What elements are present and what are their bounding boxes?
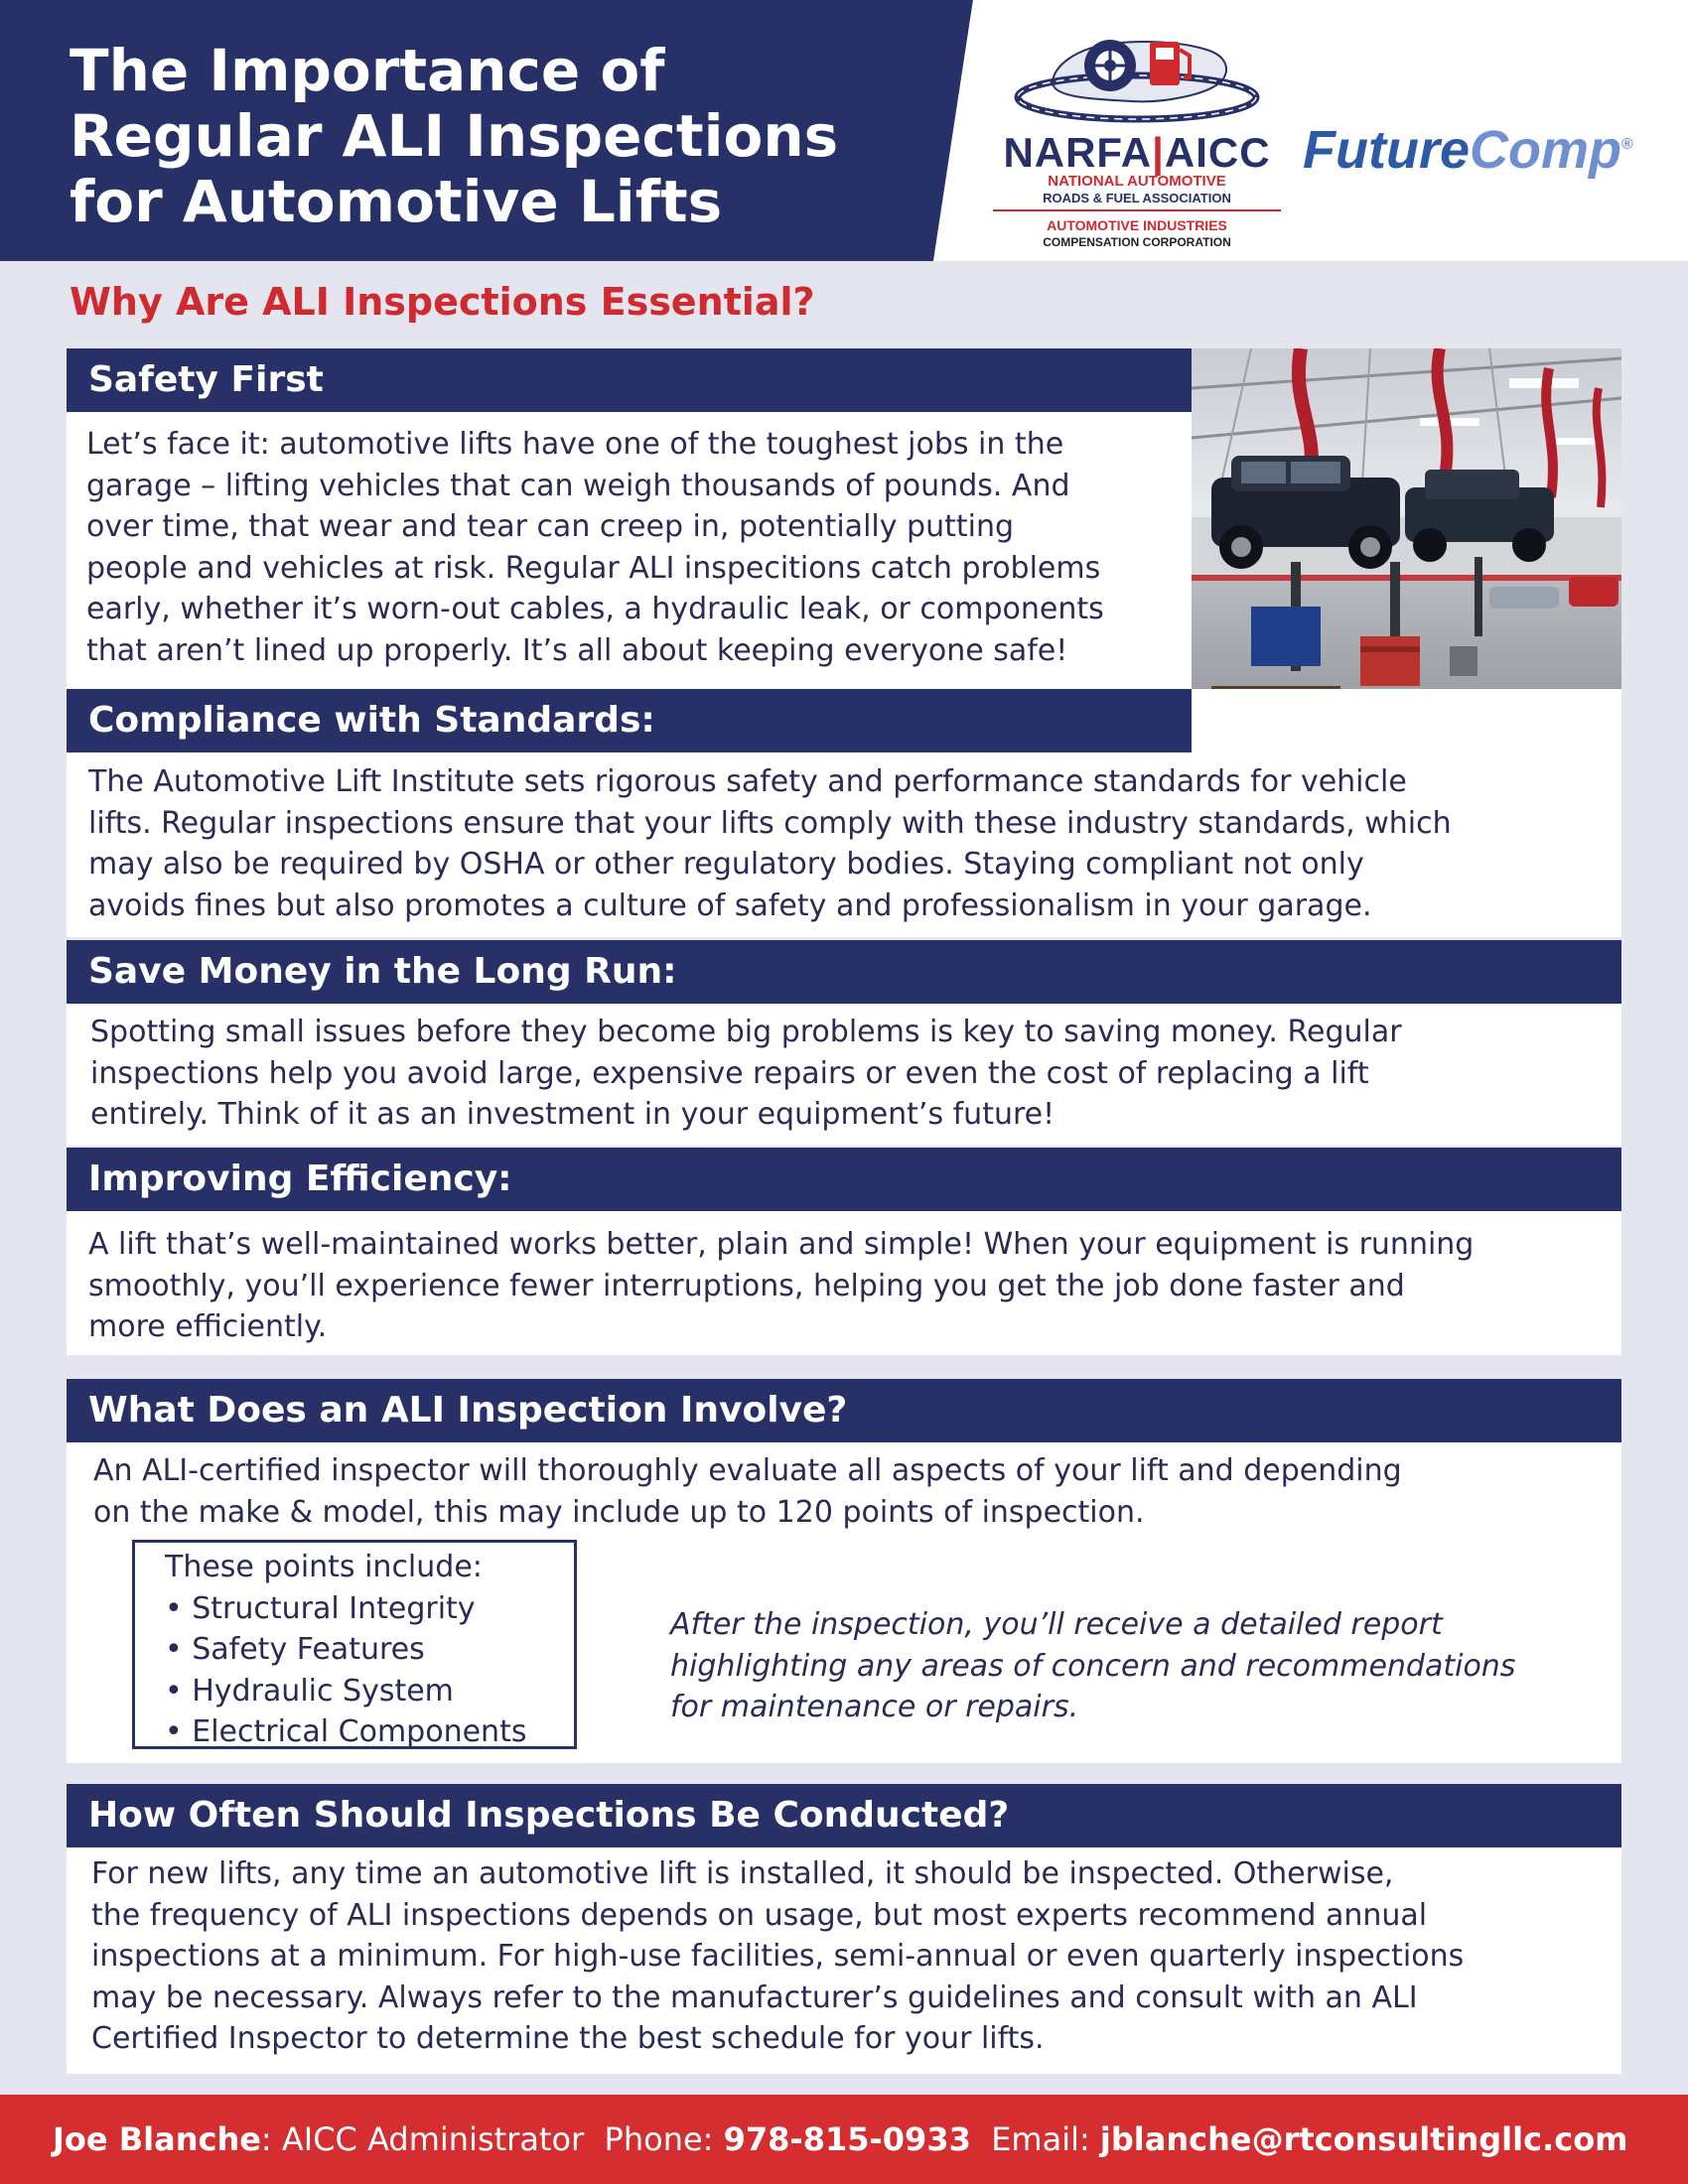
inspection-points-list <box>165 1588 526 1753</box>
futurecomp-logo: FutureComp® <box>1303 120 1633 180</box>
title-line: for Automotive Lifts <box>70 168 723 235</box>
contact-name: Joe Blanche <box>53 2120 261 2158</box>
email-link[interactable]: jblanche@rtconsultingllc.com <box>1099 2120 1628 2158</box>
after-inspection-note: After the inspection, you’ll receive a detailed report highlighting any areas of concern and recommendations for maintenance or repairs. <box>670 1607 1516 1724</box>
list-item: • Structural Integrity <box>165 1588 526 1630</box>
list-item: • Safety Features <box>165 1629 526 1671</box>
efficiency-text: A lift that’s well-maintained works better, plain and simple! When your equipment is running smoothly, you’ll experience fewer interruptions, helping you get the job done faster and more efficiently. <box>88 1227 1475 1344</box>
involve-heading: What Does an ALI Inspection Involve? <box>67 1379 1621 1442</box>
title-line: Regular ALI Inspections <box>70 102 839 170</box>
frequency-text: For new lifts, any time an automotive lift is installed, it should be inspected. Otherwise, the frequency of ALI inspections depends on usage, but most experts recommend annual inspections at a minimum. For high-use facilities, semi-annual or even quarterly inspections may be necessary. Always refer to the manufacturer’s guidelines and consult with an ALI Certified Inspector to determine the best schedule for your lifts. <box>91 1856 1465 2056</box>
narfa-emblem-icon <box>983 26 1291 129</box>
phone-label: Phone: <box>604 2120 714 2158</box>
money-heading: Save Money in the Long Run: <box>67 940 1621 1004</box>
list-item: • Electrical Components <box>165 1711 526 1753</box>
email-label: Email: <box>991 2120 1090 2158</box>
narfa-aicc-logo <box>983 26 1291 254</box>
page-title <box>70 38 923 234</box>
safety-heading: Safety First <box>67 348 1192 412</box>
involve-text: An ALI-certified inspector will thoroughly evaluate all aspects of your lift and depending on the make & model, this may include up to 120 points of inspection. <box>93 1453 1402 1530</box>
narfa-tagline-1: NATIONAL AUTOMOTIVE <box>1048 173 1226 190</box>
frequency-heading: How Often Should Inspections Be Conducted? <box>67 1784 1621 1847</box>
logo-divider <box>993 209 1281 211</box>
narfa-tagline-2: ROADS & FUEL ASSOCIATION <box>1043 191 1231 205</box>
section-heading: Why Are ALI Inspections Essential? <box>70 280 815 324</box>
safety-text: Let’s face it: automotive lifts have one of the toughest jobs in the garage – lifting vehicles that can weigh thousands of pounds. And over time, that wear and tear can creep in, potentially putting people and vehicles at risk. Regular ALI inspecitions catch problems early, whether it’s worn-out cables, a hydraulic leak, or components that aren’t lined up properly. It’s all about keeping everyone safe! <box>86 427 1104 668</box>
money-text: Spotting small issues before they become big problems is key to saving money. Regular inspections help you avoid large, expensive repairs or even the cost of replacing a lift entirely. Think of it as an investment in your equipment’s future! <box>90 1015 1402 1132</box>
efficiency-heading: Improving Efficiency: <box>67 1148 1621 1211</box>
compliance-heading: Compliance with Standards: <box>67 689 1192 752</box>
aicc-tagline-1: AUTOMOTIVE INDUSTRIES <box>1047 217 1227 233</box>
aicc-tagline-2: COMPENSATION CORPORATION <box>1043 235 1231 249</box>
phone-number[interactable]: 978-815-0933 <box>723 2120 971 2158</box>
points-title: These points include: <box>165 1550 483 1584</box>
list-item: • Hydraulic System <box>165 1671 526 1712</box>
compliance-text: The Automotive Lift Institute sets rigorous safety and performance standards for vehicle lifts. Regular inspections ensure that your lifts comply with these industry standards, which may also be required by OSHA or other regulatory bodies. Staying compliant not only avoids fines but also promotes a culture of safety and professionalism in your garage. <box>88 764 1452 923</box>
narfa-aicc-wordmark: NARFA|AICC <box>1003 129 1271 176</box>
title-line: The Importance of <box>70 37 665 104</box>
contact-footer <box>0 2095 1688 2184</box>
inspection-points-box <box>132 1540 577 1749</box>
contact-role: : AICC Administrator <box>260 2120 585 2158</box>
